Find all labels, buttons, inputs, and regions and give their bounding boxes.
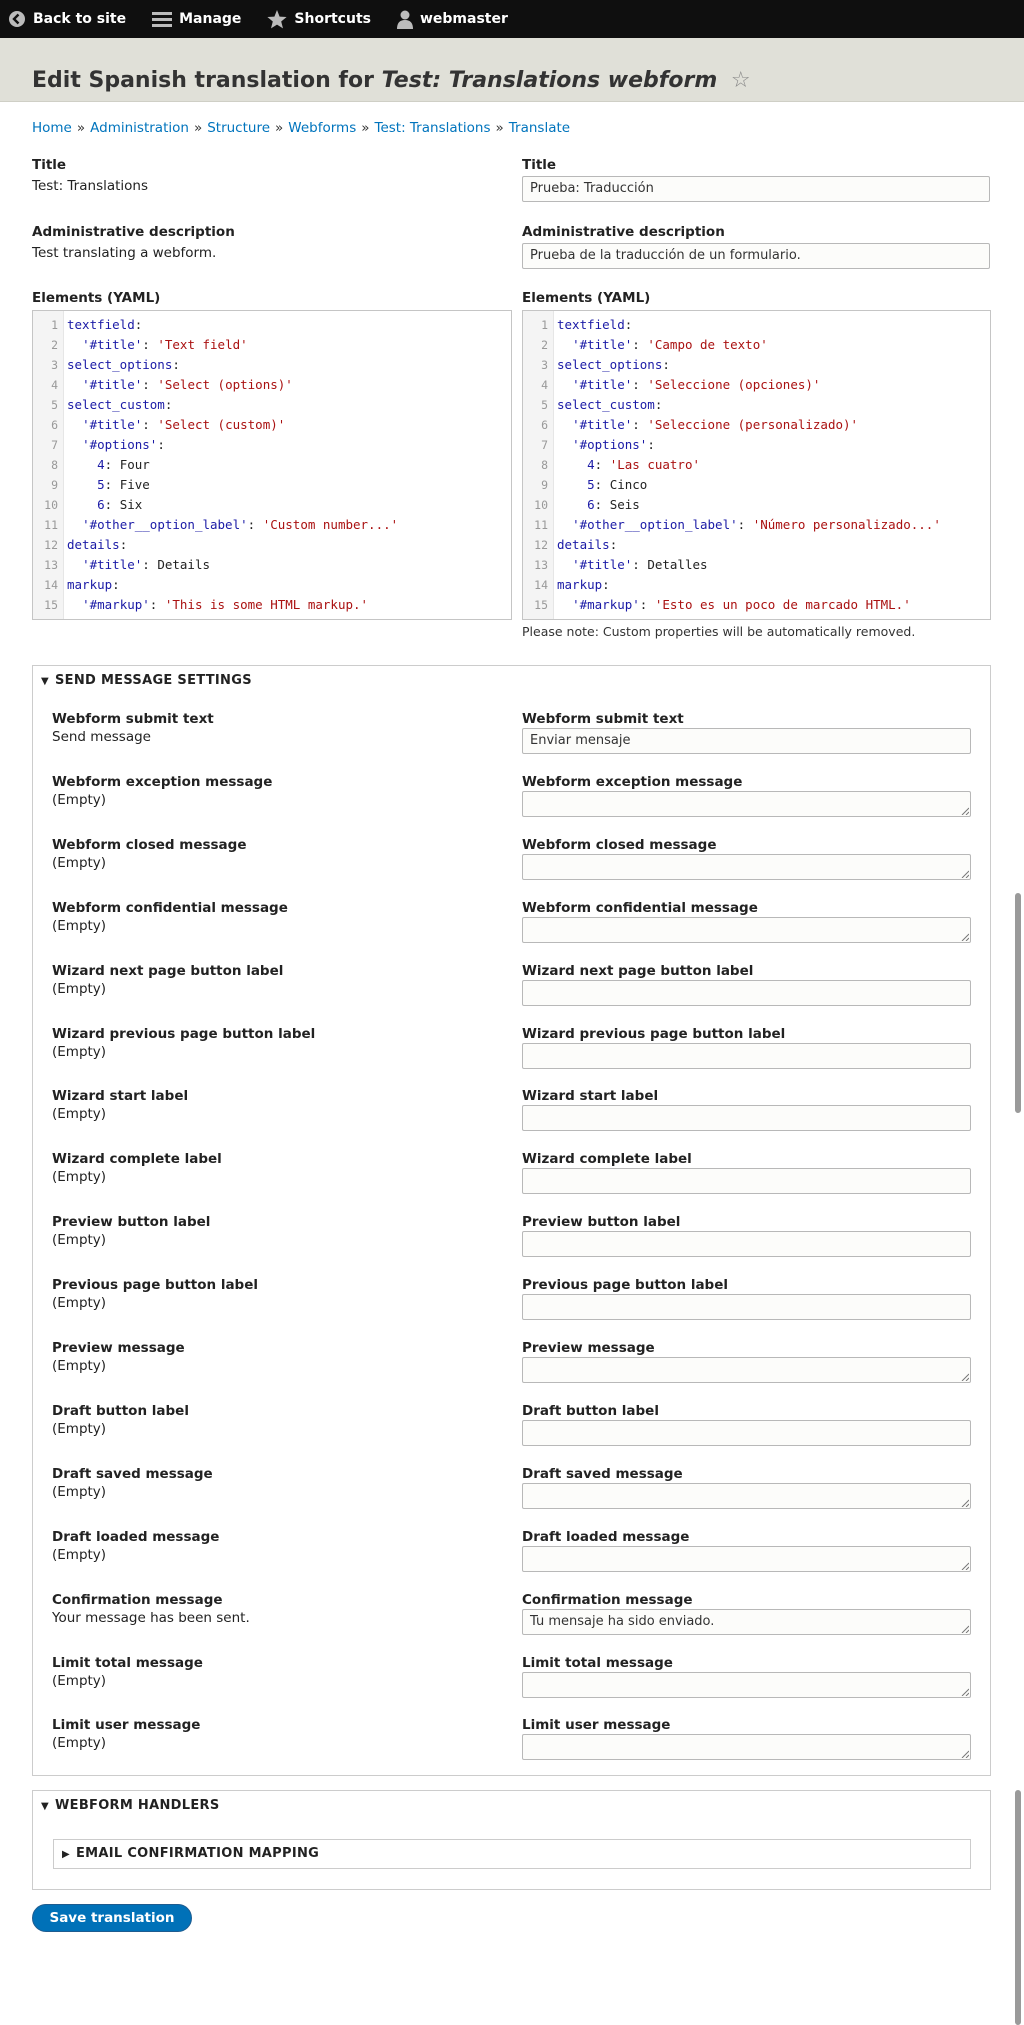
- line-number: 13: [534, 558, 548, 572]
- source-title-label: Title: [32, 157, 67, 173]
- translation-draft-button-label-input[interactable]: [522, 1420, 971, 1446]
- source-webform-exception-message-value: (Empty): [52, 791, 107, 808]
- code-line: [33, 395, 511, 415]
- translation-draft-saved-message-label: Draft saved message: [522, 1465, 683, 1482]
- translation-webform-confidential-message-input[interactable]: [522, 917, 971, 943]
- code-text: '#options':: [82, 437, 165, 452]
- line-number: 1: [541, 318, 548, 332]
- webform-handlers-legend: WEBFORM HANDLERS: [55, 1798, 220, 1813]
- code-line: [523, 555, 990, 575]
- line-number: 2: [51, 338, 58, 352]
- translation-previous-page-button-label-label: Previous page button label: [522, 1277, 729, 1294]
- source-draft-loaded-message-label: Draft loaded message: [52, 1528, 220, 1545]
- breadcrumb-separator: »: [361, 120, 370, 136]
- code-line: [33, 455, 511, 475]
- line-number: 13: [44, 558, 58, 572]
- source-admin-description-value: Test translating a webform.: [32, 245, 217, 261]
- user-icon: [397, 10, 413, 29]
- code-line: [523, 575, 990, 595]
- code-line: [33, 355, 511, 375]
- source-elements-code-editor: [32, 310, 512, 620]
- code-text: 6: Six: [97, 497, 143, 512]
- source-wizard-next-page-button-label-label: Wizard next page button label: [52, 962, 284, 979]
- translation-draft-loaded-message-input[interactable]: [522, 1546, 971, 1572]
- source-title-value: Test: Translations: [32, 178, 149, 194]
- translation-webform-exception-message-label: Webform exception message: [522, 773, 743, 790]
- breadcrumb: [32, 120, 570, 136]
- shortcuts-label: Shortcuts: [294, 11, 371, 27]
- code-text: select_options:: [557, 357, 670, 372]
- line-number: 11: [534, 518, 548, 532]
- page-header: [0, 38, 1024, 102]
- code-line: [33, 555, 511, 575]
- translation-elements-code-editor[interactable]: [522, 310, 991, 620]
- code-line: [523, 355, 990, 375]
- code-line: [33, 475, 511, 495]
- back-arrow-icon: [8, 10, 26, 28]
- page-title-form: Test: Translations webform: [381, 68, 718, 93]
- email-confirmation-mapping-legend: EMAIL CONFIRMATION MAPPING: [76, 1846, 320, 1861]
- source-wizard-next-page-button-label-value: (Empty): [52, 980, 107, 997]
- code-line: [33, 575, 511, 595]
- breadcrumb-separator: »: [495, 120, 504, 136]
- source-wizard-previous-page-button-label-label: Wizard previous page button label: [52, 1025, 316, 1042]
- code-line: [33, 375, 511, 395]
- code-text: '#title': 'Seleccione (personalizado)': [572, 417, 859, 432]
- triangle-right-icon: ▶: [62, 1849, 70, 1860]
- translation-title-label: Title: [522, 157, 557, 173]
- admin-toolbar: [0, 0, 1024, 38]
- source-webform-submit-text-label: Webform submit text: [52, 711, 214, 727]
- code-line: [523, 595, 990, 615]
- breadcrumb-webforms[interactable]: Webforms: [288, 120, 357, 136]
- code-text: select_custom:: [557, 397, 663, 412]
- breadcrumb-administration[interactable]: Administration: [90, 120, 189, 136]
- source-previous-page-button-label-value: (Empty): [52, 1295, 107, 1312]
- translation-wizard-previous-page-button-label-label: Wizard previous page button label: [522, 1025, 786, 1042]
- code-text: '#title': 'Select (custom)': [82, 417, 286, 432]
- translation-wizard-next-page-button-label-input[interactable]: [522, 980, 971, 1006]
- code-line: [33, 315, 511, 335]
- code-text: 4: Four: [97, 457, 150, 472]
- translation-draft-button-label-label: Draft button label: [522, 1402, 659, 1419]
- code-text: 4: 'Las cuatro': [587, 457, 701, 472]
- translation-webform-exception-message-input[interactable]: [522, 791, 971, 817]
- send-message-settings-legend: SEND MESSAGE SETTINGS: [55, 673, 252, 688]
- page-title-prefix: Edit Spanish translation for: [32, 68, 374, 93]
- line-number: 2: [541, 338, 548, 352]
- user-menu[interactable]: [397, 10, 508, 29]
- line-number: 5: [51, 398, 58, 412]
- code-text: '#title': Detalles: [572, 557, 708, 572]
- resize-grip-icon[interactable]: [961, 1625, 969, 1633]
- code-text: '#title': 'Seleccione (opciones)': [572, 377, 821, 392]
- source-wizard-complete-label-value: (Empty): [52, 1169, 107, 1186]
- translation-confirmation-message-input[interactable]: [522, 1609, 971, 1635]
- code-line: [523, 435, 990, 455]
- code-text: textfield:: [557, 317, 633, 332]
- manage-menu[interactable]: [152, 10, 241, 28]
- back-to-site-label: Back to site: [33, 11, 127, 27]
- breadcrumb-separator: »: [275, 120, 284, 136]
- source-draft-button-label-value: (Empty): [52, 1420, 107, 1437]
- translation-wizard-complete-label-input[interactable]: [522, 1168, 971, 1194]
- source-elements-label: Elements (YAML): [32, 290, 161, 306]
- line-number: 10: [534, 498, 548, 512]
- line-number: 3: [541, 358, 548, 372]
- line-number: 7: [541, 438, 548, 452]
- source-preview-button-label-value: (Empty): [52, 1232, 107, 1249]
- scrollbar-thumb[interactable]: [1015, 893, 1021, 1113]
- code-text: '#markup': 'This is some HTML markup.': [82, 597, 369, 612]
- line-number: 7: [51, 438, 58, 452]
- source-confirmation-message-label: Confirmation message: [52, 1591, 223, 1608]
- translation-admin-description-input[interactable]: Prueba de la traducción de un formulario.: [522, 243, 990, 269]
- save-translation-button[interactable]: Save translation: [32, 1904, 192, 1932]
- translation-confirmation-message-label: Confirmation message: [522, 1591, 693, 1608]
- translation-wizard-next-page-button-label-label: Wizard next page button label: [522, 962, 754, 979]
- code-text: 5: Five: [97, 477, 150, 492]
- translation-webform-closed-message-input[interactable]: [522, 854, 971, 880]
- line-number: 12: [44, 538, 58, 552]
- translation-admin-description-label: Administrative description: [522, 224, 725, 240]
- page-title: [32, 68, 751, 93]
- translation-limit-user-message-input[interactable]: [522, 1734, 971, 1760]
- code-line: [523, 375, 990, 395]
- email-confirmation-mapping-fieldset: [53, 1839, 971, 1869]
- source-draft-button-label-label: Draft button label: [52, 1402, 189, 1419]
- code-text: '#title': Details: [82, 557, 211, 572]
- translation-limit-total-message-input[interactable]: [522, 1672, 971, 1698]
- code-line: [523, 515, 990, 535]
- input-value: Enviar mensaje: [530, 733, 631, 748]
- code-line: [33, 595, 511, 615]
- code-line: [523, 415, 990, 435]
- resize-grip-icon[interactable]: [961, 807, 969, 815]
- translation-wizard-complete-label-label: Wizard complete label: [522, 1151, 692, 1168]
- shortcut-star-icon[interactable]: ☆: [730, 68, 751, 93]
- breadcrumb-structure[interactable]: Structure: [207, 120, 271, 136]
- input-value: Tu mensaje ha sido enviado.: [530, 1613, 715, 1629]
- translation-webform-submit-text-input[interactable]: [522, 728, 971, 754]
- webform-handlers-toggle[interactable]: [41, 1798, 219, 1813]
- code-line: [523, 335, 990, 355]
- code-text: 6: Seis: [587, 497, 640, 512]
- source-wizard-start-label-value: (Empty): [52, 1106, 107, 1123]
- source-limit-user-message-label: Limit user message: [52, 1717, 201, 1734]
- translation-preview-button-label-input[interactable]: [522, 1231, 971, 1257]
- resize-grip-icon[interactable]: [961, 1373, 969, 1381]
- translation-webform-submit-text-label: Webform submit text: [522, 711, 684, 727]
- code-line: [33, 535, 511, 555]
- code-line: [523, 315, 990, 335]
- source-wizard-start-label-label: Wizard start label: [52, 1088, 189, 1105]
- breadcrumb-test-translations[interactable]: Test: Translations: [374, 120, 491, 136]
- code-text: '#other__option_label': 'Número personalizado...': [572, 517, 941, 532]
- source-wizard-previous-page-button-label-value: (Empty): [52, 1043, 107, 1060]
- code-line: [33, 335, 511, 355]
- source-webform-confidential-message-value: (Empty): [52, 917, 107, 934]
- translation-title-input[interactable]: Prueba: Traducción: [522, 176, 990, 202]
- translation-wizard-previous-page-button-label-input[interactable]: [522, 1043, 971, 1069]
- code-line: [523, 455, 990, 475]
- resize-grip-icon[interactable]: [961, 1562, 969, 1570]
- translation-wizard-start-label-label: Wizard start label: [522, 1088, 659, 1105]
- translation-preview-message-input[interactable]: [522, 1357, 971, 1383]
- star-icon: [267, 10, 287, 29]
- source-draft-saved-message-value: (Empty): [52, 1483, 107, 1500]
- translation-limit-total-message-label: Limit total message: [522, 1654, 673, 1671]
- back-to-site-link[interactable]: [8, 10, 126, 28]
- source-limit-total-message-value: (Empty): [52, 1672, 107, 1689]
- resize-grip-icon[interactable]: [961, 933, 969, 941]
- code-text: select_custom:: [67, 397, 173, 412]
- translation-preview-message-label: Preview message: [522, 1340, 655, 1356]
- code-line: [33, 515, 511, 535]
- line-number: 1: [51, 318, 58, 332]
- code-line: [523, 535, 990, 555]
- translation-webform-closed-message-label: Webform closed message: [522, 836, 717, 853]
- line-number: 15: [534, 598, 548, 612]
- code-text: select_options:: [67, 357, 180, 372]
- resize-grip-icon[interactable]: [961, 1688, 969, 1696]
- hamburger-icon: [152, 10, 172, 28]
- resize-grip-icon[interactable]: [961, 1499, 969, 1507]
- code-text: '#options':: [572, 437, 655, 452]
- line-number: 11: [44, 518, 58, 532]
- line-number: 14: [44, 578, 58, 592]
- code-text: '#other__option_label': 'Custom number...': [82, 517, 399, 532]
- translation-webform-confidential-message-label: Webform confidential message: [522, 899, 758, 916]
- code-line: [33, 435, 511, 455]
- line-number: 4: [541, 378, 548, 392]
- source-preview-message-label: Preview message: [52, 1340, 185, 1356]
- source-draft-saved-message-label: Draft saved message: [52, 1465, 213, 1482]
- code-text: details:: [557, 537, 618, 552]
- code-line: [523, 475, 990, 495]
- source-preview-button-label-label: Preview button label: [52, 1214, 211, 1231]
- send-message-settings-toggle[interactable]: [41, 673, 252, 688]
- source-confirmation-message-value: Your message has been sent.: [52, 1609, 250, 1626]
- code-text: markup:: [67, 577, 120, 592]
- source-limit-total-message-label: Limit total message: [52, 1654, 203, 1671]
- line-number: 4: [51, 378, 58, 392]
- shortcuts-menu[interactable]: [267, 10, 371, 29]
- translation-previous-page-button-label-input[interactable]: [522, 1294, 971, 1320]
- code-line: [33, 495, 511, 515]
- line-number: 12: [534, 538, 548, 552]
- source-admin-description-label: Administrative description: [32, 224, 235, 240]
- webform-handlers-fieldset: [32, 1790, 991, 1890]
- translation-elements-label: Elements (YAML): [522, 290, 651, 306]
- source-webform-confidential-message-label: Webform confidential message: [52, 899, 288, 916]
- scrollbar-thumb-lower[interactable]: [1015, 1790, 1021, 2025]
- line-number: 10: [44, 498, 58, 512]
- line-number: 9: [51, 478, 58, 492]
- code-line: [523, 395, 990, 415]
- triangle-down-icon: ▼: [41, 676, 49, 687]
- code-text: 5: Cinco: [587, 477, 648, 492]
- breadcrumb-translate[interactable]: Translate: [508, 120, 571, 136]
- source-webform-submit-text-value: Send message: [52, 729, 151, 745]
- line-number: 6: [541, 418, 548, 432]
- elements-note: Please note: Custom properties will be automatically removed.: [522, 624, 916, 639]
- breadcrumb-separator: »: [193, 120, 203, 136]
- code-line: [523, 495, 990, 515]
- translation-limit-user-message-label: Limit user message: [522, 1717, 671, 1734]
- user-label: webmaster: [419, 11, 508, 27]
- source-webform-closed-message-label: Webform closed message: [52, 836, 247, 853]
- translation-draft-saved-message-input[interactable]: [522, 1483, 971, 1509]
- source-draft-loaded-message-value: (Empty): [52, 1546, 107, 1563]
- code-text: '#title': 'Text field': [82, 337, 248, 352]
- source-previous-page-button-label-label: Previous page button label: [52, 1277, 259, 1294]
- breadcrumb-home[interactable]: Home: [32, 120, 72, 136]
- line-number: 8: [51, 458, 58, 472]
- manage-label: Manage: [179, 11, 242, 27]
- code-text: '#title': 'Campo de texto': [572, 337, 768, 352]
- source-webform-exception-message-label: Webform exception message: [52, 773, 273, 790]
- code-text: markup:: [557, 577, 610, 592]
- source-webform-closed-message-value: (Empty): [52, 854, 107, 871]
- translation-draft-loaded-message-label: Draft loaded message: [522, 1528, 690, 1545]
- code-line: [33, 415, 511, 435]
- translation-wizard-start-label-input[interactable]: [522, 1105, 971, 1131]
- line-number: 15: [44, 598, 58, 612]
- line-number: 8: [541, 458, 548, 472]
- code-text: details:: [67, 537, 128, 552]
- line-number: 9: [541, 478, 548, 492]
- email-confirmation-mapping-toggle[interactable]: [62, 1846, 319, 1861]
- resize-grip-icon[interactable]: [961, 1750, 969, 1758]
- line-number: 6: [51, 418, 58, 432]
- line-number: 5: [541, 398, 548, 412]
- translation-preview-button-label-label: Preview button label: [522, 1214, 681, 1231]
- line-number: 3: [51, 358, 58, 372]
- resize-grip-icon[interactable]: [961, 870, 969, 878]
- code-text: '#title': 'Select (options)': [82, 377, 293, 392]
- source-limit-user-message-value: (Empty): [52, 1735, 107, 1752]
- code-text: textfield:: [67, 317, 143, 332]
- source-wizard-complete-label-label: Wizard complete label: [52, 1151, 222, 1168]
- triangle-down-icon: ▼: [41, 1801, 49, 1812]
- breadcrumb-separator: »: [76, 120, 86, 136]
- line-number: 14: [534, 578, 548, 592]
- code-text: '#markup': 'Esto es un poco de marcado HTML.': [572, 597, 911, 612]
- source-preview-message-value: (Empty): [52, 1358, 107, 1374]
